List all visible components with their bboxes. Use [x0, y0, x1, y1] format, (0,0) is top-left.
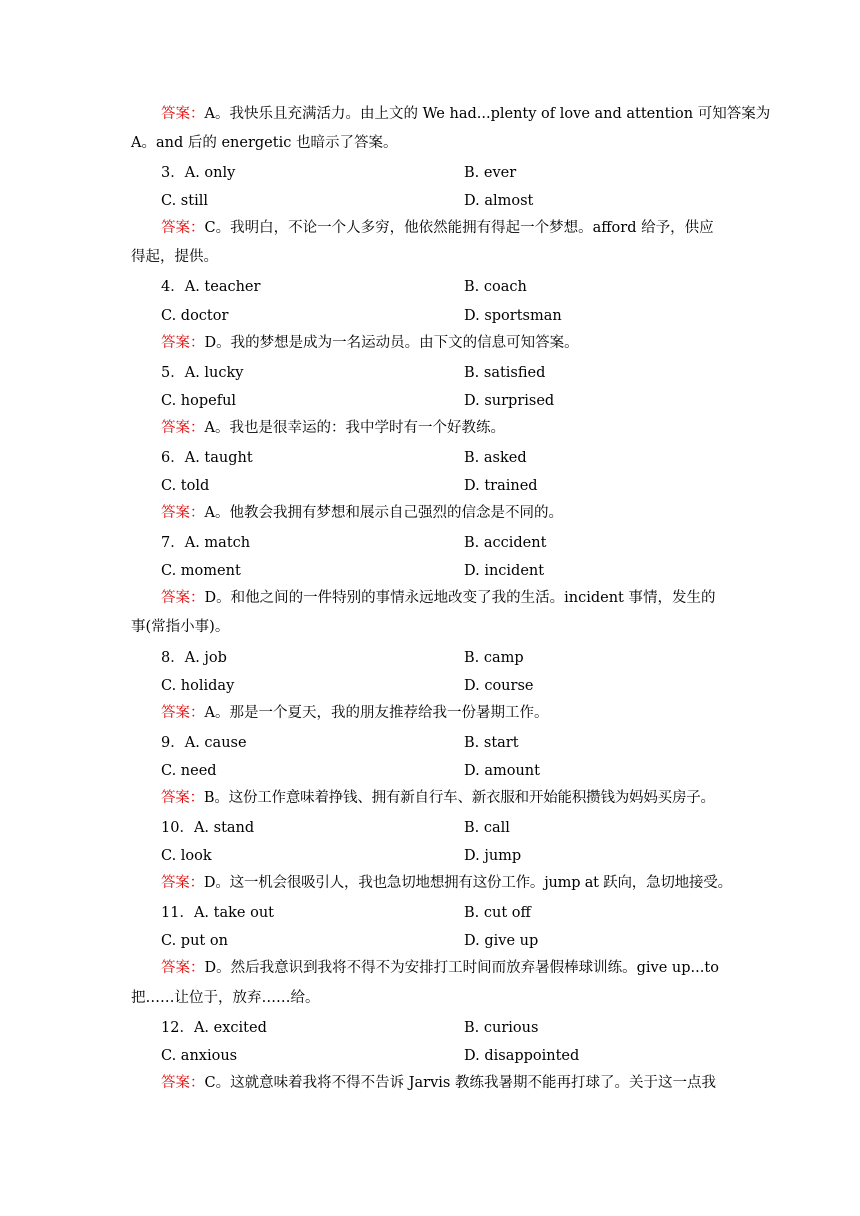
- question-9-options-row1: [0, 729, 860, 757]
- question-5-answer: [0, 414, 860, 442]
- option-a: A. take out: [193, 905, 274, 921]
- answer-intro: [0, 100, 860, 128]
- question-7-answer-cont: [0, 613, 860, 641]
- option-b: B. cut off: [464, 905, 531, 921]
- option-a: A. taught: [184, 450, 253, 466]
- question-5-options-row2: [0, 387, 860, 415]
- option-a: A. excited: [193, 1020, 267, 1036]
- option-c: C. holiday: [161, 678, 235, 694]
- answer-text: A。那是一个夏天，我的朋友推荐给我一份暑期工作。: [204, 705, 549, 721]
- question-4-options-row1: [0, 273, 860, 301]
- question-9-answer: [0, 784, 860, 812]
- answer-text: A。and 后的 energetic 也暗示了答案。: [131, 135, 398, 151]
- option-b: B. accident: [464, 535, 547, 551]
- option-d: D. give up: [464, 933, 539, 949]
- question-8-options-row1: [0, 644, 860, 672]
- answer-text: B。这份工作意味着挣钱、拥有新自行车、新衣服和开始能积攒钱为妈妈买房子。: [203, 790, 715, 806]
- answer-label: 答案：: [161, 875, 204, 891]
- option-c: C. told: [161, 478, 210, 494]
- question-6-options-row2: [0, 472, 860, 500]
- option-a: A. lucky: [184, 365, 244, 381]
- question-12-options-row2: [0, 1042, 860, 1070]
- question-3-answer: [0, 214, 860, 242]
- answer-label: 答案：: [161, 1075, 205, 1091]
- question-12-answer: [0, 1069, 860, 1097]
- answer-text: 得起，提供。: [131, 249, 218, 265]
- answer-label: 答案：: [161, 590, 205, 606]
- question-4-options-row2: [0, 302, 860, 330]
- question-number: 11．: [161, 905, 194, 921]
- question-number: 9．: [161, 735, 185, 751]
- option-a: A. stand: [193, 820, 255, 836]
- question-3-options-row1: [0, 159, 860, 187]
- answer-label: 答案：: [161, 420, 205, 436]
- question-7-options-row1: [0, 529, 860, 557]
- question-number: 5．: [161, 365, 185, 381]
- answer-text: 事(常指小事)。: [131, 619, 230, 635]
- question-9-options-row2: [0, 757, 860, 785]
- question-8-options-row2: [0, 672, 860, 700]
- question-10-options-row2: [0, 842, 860, 870]
- question-10-options-row1: [0, 814, 860, 842]
- question-12-options-row1: [0, 1014, 860, 1042]
- answer-intro-cont: [0, 129, 860, 157]
- option-c: C. look: [161, 848, 212, 864]
- option-b: B. satisfied: [464, 365, 546, 381]
- question-number: 8．: [161, 650, 185, 666]
- question-11-options-row1: [0, 899, 860, 927]
- answer-text: C。这就意味着我将不得不告诉 Jarvis 教练我暑期不能再打球了。关于这一点我: [204, 1075, 716, 1091]
- option-d: D. incident: [464, 563, 545, 579]
- option-d: D. course: [464, 678, 534, 694]
- option-d: D. jump: [464, 848, 522, 864]
- option-a: A. job: [184, 650, 227, 666]
- option-d: D. surprised: [464, 393, 555, 409]
- option-c: C. need: [161, 763, 217, 779]
- question-number: 10．: [161, 820, 194, 836]
- option-c: C. hopeful: [161, 393, 237, 409]
- question-3-answer-cont: [0, 243, 860, 271]
- question-7-options-row2: [0, 557, 860, 585]
- answer-text: D。和他之间的一件特别的事情永远地改变了我的生活。incident 事情，发生的: [204, 590, 716, 606]
- answer-text: A。我也是很幸运的：我中学时有一个好教练。: [204, 420, 505, 436]
- option-b: B. start: [464, 735, 519, 751]
- option-c: C. anxious: [161, 1048, 238, 1064]
- option-a: A. cause: [184, 735, 247, 751]
- option-b: B. asked: [464, 450, 527, 466]
- question-11-answer: [0, 954, 860, 982]
- question-number: 6．: [161, 450, 185, 466]
- question-6-answer: [0, 499, 860, 527]
- question-8-answer: [0, 699, 860, 727]
- question-number: 4．: [161, 279, 185, 295]
- answer-label: 答案：: [161, 335, 205, 351]
- question-5-options-row1: [0, 359, 860, 387]
- option-d: D. amount: [464, 763, 540, 779]
- option-b: B. curious: [464, 1020, 539, 1036]
- question-10-answer: [0, 869, 860, 897]
- option-d: D. disappointed: [464, 1048, 580, 1064]
- question-number: 12．: [161, 1020, 194, 1036]
- answer-label: 答案：: [161, 505, 205, 521]
- option-d: D. trained: [464, 478, 538, 494]
- question-7-answer: [0, 584, 860, 612]
- question-number: 7．: [161, 535, 185, 551]
- question-6-options-row1: [0, 444, 860, 472]
- option-a: A. match: [184, 535, 251, 551]
- option-d: D. sportsman: [464, 308, 562, 324]
- answer-label: 答案：: [161, 705, 205, 721]
- answer-text: C。我明白，不论一个人多穷，他依然能拥有得起一个梦想。afford 给予，供应: [204, 220, 714, 236]
- question-11-options-row2: [0, 927, 860, 955]
- option-b: B. coach: [464, 279, 527, 295]
- option-c: C. put on: [161, 933, 228, 949]
- option-b: B. camp: [464, 650, 524, 666]
- option-c: C. moment: [161, 563, 241, 579]
- option-a: A. teacher: [184, 279, 261, 295]
- question-11-answer-cont: [0, 984, 860, 1012]
- option-b: B. ever: [464, 165, 517, 181]
- answer-text: D。然后我意识到我将不得不为安排打工时间而放弃暑假棒球训练。give up...to: [204, 960, 719, 976]
- option-a: A. only: [184, 165, 236, 181]
- answer-text: A。他教会我拥有梦想和展示自己强烈的信念是不同的。: [204, 505, 563, 521]
- answer-label: 答案：: [161, 960, 205, 976]
- question-number: 3．: [161, 165, 185, 181]
- option-c: C. still: [161, 193, 208, 209]
- answer-text: A。我快乐且充满活力。由上文的 We had...plenty of love and attention 可知答案为: [204, 106, 771, 122]
- option-b: B. call: [464, 820, 510, 836]
- answer-label: 答案：: [161, 106, 205, 122]
- option-d: D. almost: [464, 193, 534, 209]
- question-3-options-row2: [0, 187, 860, 215]
- answer-label: 答案：: [161, 220, 205, 236]
- option-c: C. doctor: [161, 308, 229, 324]
- answer-text: D。我的梦想是成为一名运动员。由下文的信息可知答案。: [204, 335, 579, 351]
- answer-text: 把……让位于，放弃……给。: [131, 990, 320, 1006]
- answer-text: D。这一机会很吸引人，我也急切地想拥有这份工作。jump at 跃向，急切地接受。: [203, 875, 732, 891]
- question-4-answer: [0, 329, 860, 357]
- answer-label: 答案：: [161, 790, 204, 806]
